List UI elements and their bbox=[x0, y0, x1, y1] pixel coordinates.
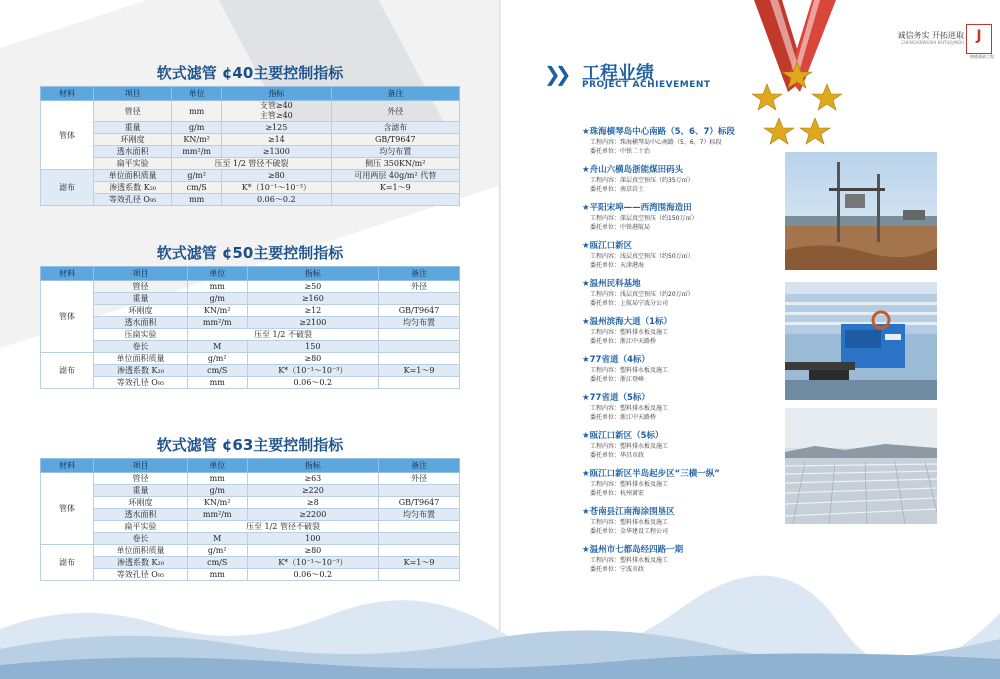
table-cell: g/m² bbox=[187, 545, 247, 557]
table-row bbox=[41, 497, 460, 509]
table-cell: 压至 1/2 管径不破裂 bbox=[187, 521, 378, 533]
table-header-cell: 材料 bbox=[41, 267, 94, 281]
table-cell: 渗透系数 K₂₀ bbox=[94, 557, 188, 569]
table-cell bbox=[379, 377, 460, 389]
table-cell: KN/m² bbox=[172, 134, 222, 146]
table-cell: 透水面积 bbox=[94, 509, 188, 521]
material-group-cell: 滤布 bbox=[41, 170, 94, 206]
table-cell: g/m² bbox=[187, 353, 247, 365]
table-cell: ≥2100 bbox=[247, 317, 378, 329]
table-row bbox=[41, 305, 460, 317]
table-title-40: 软式滤管 ¢40主要控制指标 bbox=[156, 64, 344, 82]
project-client: 委托单位：南京岩土 bbox=[590, 185, 645, 193]
project-name: ★瓯江口新区半岛起步区“三横一纵” bbox=[582, 469, 720, 479]
table-row bbox=[41, 182, 460, 194]
project-client: 委托单位：中铁二十治 bbox=[590, 147, 651, 155]
project-client: 委托单位：中铁港航局 bbox=[590, 223, 651, 231]
table-header-cell: 备注 bbox=[331, 87, 459, 101]
project-content: 工程内容：塑料排水板及施工 bbox=[590, 329, 669, 336]
spec-table-40 bbox=[40, 86, 460, 206]
project-item bbox=[582, 126, 782, 156]
project-client: 委托单位：宁波市政 bbox=[590, 565, 645, 573]
table-cell: ≥50 bbox=[247, 281, 378, 293]
table-row bbox=[41, 365, 460, 377]
project-item bbox=[582, 316, 782, 346]
table-header-cell: 备注 bbox=[379, 459, 460, 473]
table-header-cell: 材料 bbox=[41, 459, 94, 473]
table-cell: GB/T9647 bbox=[379, 305, 460, 317]
table-cell: mm bbox=[187, 569, 247, 581]
table-cell: 压至 1/2 不破裂 bbox=[187, 329, 378, 341]
table-cell: 环刚度 bbox=[94, 497, 188, 509]
table-cell: ≥125 bbox=[222, 122, 332, 134]
table-cell bbox=[379, 293, 460, 305]
table-row bbox=[41, 545, 460, 557]
project-name: ★瓯江口新区 bbox=[582, 241, 633, 251]
table-cell bbox=[379, 485, 460, 497]
table-cell: ≥220 bbox=[247, 485, 378, 497]
project-content: 工程内容：珠海横琴岛中心南路（5、6、7）标段 bbox=[590, 139, 722, 146]
table-cell: 压至 1/2 管径不破裂 bbox=[172, 158, 331, 170]
table-cell: 透水面积 bbox=[94, 317, 188, 329]
project-name: ★苍南县江南海涂围垦区 bbox=[582, 507, 675, 517]
table-cell: cm/S bbox=[187, 557, 247, 569]
project-content: 工程内容：浅层真空预压（约20万㎡） bbox=[590, 291, 694, 298]
table-cell: 管径 bbox=[94, 281, 188, 293]
project-item bbox=[582, 240, 782, 270]
table-cell: ≥8 bbox=[247, 497, 378, 509]
table-cell: 100 bbox=[247, 533, 378, 545]
table-cell: 透水面积 bbox=[94, 146, 172, 158]
table-cell: mm bbox=[187, 473, 247, 485]
table-cell: K=1～9 bbox=[379, 557, 460, 569]
table-cell: 单位面积质量 bbox=[94, 170, 172, 182]
project-name: ★温州滨海大道（1标） bbox=[582, 317, 673, 327]
project-client: 委托单位：浙江登峰 bbox=[590, 375, 645, 383]
brand-subtitle: CHENGXINWUSHI KAITUOJINQU bbox=[901, 40, 964, 45]
project-name: ★温州市七都岛经四路一期 bbox=[582, 545, 684, 555]
project-content: 工程内容：浅层真空预压（约50万㎡） bbox=[590, 253, 694, 260]
table-cell: ≥14 bbox=[222, 134, 332, 146]
table-row bbox=[41, 281, 460, 293]
table-row bbox=[41, 353, 460, 365]
table-cell: 重量 bbox=[94, 485, 188, 497]
table-row bbox=[41, 101, 460, 122]
table-cell: 扁平实验 bbox=[94, 158, 172, 170]
table-cell: 卷长 bbox=[94, 341, 188, 353]
project-client: 委托单位：天津港海 bbox=[590, 261, 645, 269]
table-cell: mm bbox=[187, 377, 247, 389]
table-cell: mm bbox=[172, 101, 222, 122]
table-header-cell: 项目 bbox=[94, 459, 188, 473]
table-cell: 单位面积质量 bbox=[94, 545, 188, 557]
table-cell: ≥63 bbox=[247, 473, 378, 485]
table-cell bbox=[379, 329, 460, 341]
table-header-cell: 项目 bbox=[94, 87, 172, 101]
logo-caption: 锦德基础工程 bbox=[970, 54, 994, 59]
table-cell: cm/S bbox=[172, 182, 222, 194]
table-cell: 管径 bbox=[94, 473, 188, 485]
table-header-cell: 单位 bbox=[172, 87, 222, 101]
project-content: 工程内容：深层真空预压（约150万㎡） bbox=[590, 215, 698, 222]
project-client: 委托单位：金华建设工程公司 bbox=[590, 527, 669, 535]
table-cell: mm²/m bbox=[172, 146, 222, 158]
project-content: 工程内容：塑料排水板及施工 bbox=[590, 557, 669, 564]
table-row bbox=[41, 293, 460, 305]
table-cell: K*（10⁻¹～10⁻³） bbox=[247, 365, 378, 377]
table-cell: g/m bbox=[187, 293, 247, 305]
photo-pump-machine bbox=[785, 282, 937, 400]
project-name: ★温州民科基地 bbox=[582, 279, 641, 289]
table-cell: 卷长 bbox=[94, 533, 188, 545]
table-row bbox=[41, 377, 460, 389]
table-cell: KN/m² bbox=[187, 497, 247, 509]
table-cell: 侧压 350KN/m² bbox=[331, 158, 459, 170]
table-header-cell: 材料 bbox=[41, 87, 94, 101]
project-name: ★77省道（4标） bbox=[582, 355, 650, 365]
table-cell: 0.06～0.2 bbox=[222, 194, 332, 206]
photo-drainage-field bbox=[785, 408, 937, 524]
table-cell: GB/T9647 bbox=[331, 134, 459, 146]
table-cell: ≥160 bbox=[247, 293, 378, 305]
table-cell: ≥2200 bbox=[247, 509, 378, 521]
table-cell: 渗透系数 K₂₀ bbox=[94, 365, 188, 377]
table-row bbox=[41, 473, 460, 485]
table-cell: cm/S bbox=[187, 365, 247, 377]
table-cell: 重量 bbox=[94, 293, 188, 305]
company-logo: J bbox=[966, 24, 992, 54]
table-cell: 150 bbox=[247, 341, 378, 353]
project-client: 委托单位：浙江中天路桥 bbox=[590, 337, 657, 345]
table-cell: ≥12 bbox=[247, 305, 378, 317]
project-item bbox=[582, 392, 782, 422]
brand-slogan: 诚信务实 开拓进取 bbox=[897, 31, 964, 40]
table-cell: 0.06～0.2 bbox=[247, 377, 378, 389]
table-row bbox=[41, 509, 460, 521]
table-cell: 等效孔径 O₉₅ bbox=[94, 194, 172, 206]
project-name: ★瓯江口新区（5标） bbox=[582, 431, 664, 441]
spec-table-50 bbox=[40, 266, 460, 389]
table-cell: ≥1300 bbox=[222, 146, 332, 158]
table-row bbox=[41, 122, 460, 134]
table-cell: mm²/m bbox=[187, 509, 247, 521]
table-title-50: 软式滤管 ¢50主要控制指标 bbox=[156, 244, 344, 262]
table-row bbox=[41, 485, 460, 497]
material-group-cell: 滤布 bbox=[41, 545, 94, 581]
project-name: ★77省道（5标） bbox=[582, 393, 650, 403]
project-content: 工程内容：塑料排水板及施工 bbox=[590, 481, 669, 488]
table-cell: 外径 bbox=[379, 281, 460, 293]
table-cell: 扁平实验 bbox=[94, 521, 188, 533]
material-group-cell: 管体 bbox=[41, 101, 94, 170]
project-content: 工程内容：塑料排水板及施工 bbox=[590, 405, 669, 412]
table-cell bbox=[379, 353, 460, 365]
table-row bbox=[41, 341, 460, 353]
table-row bbox=[41, 533, 460, 545]
table-cell: 环刚度 bbox=[94, 305, 188, 317]
table-cell: g/m bbox=[187, 485, 247, 497]
project-client: 委托单位：杭州萧宏 bbox=[590, 489, 645, 497]
table-cell: 等效孔径 O₉₅ bbox=[94, 377, 188, 389]
table-cell: K=1～9 bbox=[331, 182, 459, 194]
project-content: 工程内容：塑料排水板及施工 bbox=[590, 519, 669, 526]
project-list bbox=[582, 126, 782, 582]
table-cell: 等效孔径 O₉₅ bbox=[94, 569, 188, 581]
table-cell: GB/T9647 bbox=[379, 497, 460, 509]
table-cell: K=1～9 bbox=[379, 365, 460, 377]
project-name: ★舟山六横岛浙能煤田码头 bbox=[582, 165, 684, 175]
table-cell bbox=[379, 533, 460, 545]
table-cell bbox=[379, 341, 460, 353]
project-client: 委托单位：上航局宁波分公司 bbox=[590, 299, 669, 307]
table-cell bbox=[331, 194, 459, 206]
table-cell: 压扁实验 bbox=[94, 329, 188, 341]
table-cell: 含滤布 bbox=[331, 122, 459, 134]
table-cell: K*（10⁻¹～10⁻³） bbox=[222, 182, 332, 194]
table-cell: 环刚度 bbox=[94, 134, 172, 146]
table-cell: 0.06～0.2 bbox=[247, 569, 378, 581]
table-cell: 支管≥40 主管≥40 bbox=[222, 101, 332, 122]
project-item bbox=[582, 506, 782, 536]
table-header-cell: 指标 bbox=[247, 267, 378, 281]
project-content: 工程内容：塑料排水板及施工 bbox=[590, 367, 669, 374]
table-cell: ≥80 bbox=[222, 170, 332, 182]
table-row bbox=[41, 329, 460, 341]
project-item bbox=[582, 354, 782, 384]
table-cell: 可用两层 40g/m² 代替 bbox=[331, 170, 459, 182]
project-item bbox=[582, 468, 782, 498]
table-cell: 单位面积质量 bbox=[94, 353, 188, 365]
project-item bbox=[582, 430, 782, 460]
table-cell: ≥80 bbox=[247, 545, 378, 557]
table-cell: 重量 bbox=[94, 122, 172, 134]
table-row bbox=[41, 170, 460, 182]
table-row bbox=[41, 194, 460, 206]
material-group-cell: 滤布 bbox=[41, 353, 94, 389]
section-title-achievement: 工程业绩 bbox=[582, 63, 654, 84]
table-cell: K*（10⁻¹～10⁻³） bbox=[247, 557, 378, 569]
table-row bbox=[41, 134, 460, 146]
table-header-cell: 单位 bbox=[187, 267, 247, 281]
table-row bbox=[41, 317, 460, 329]
table-cell: mm²/m bbox=[187, 317, 247, 329]
material-group-cell: 管体 bbox=[41, 473, 94, 545]
table-cell: 渗透系数 K₂₀ bbox=[94, 182, 172, 194]
section-subtitle-achievement: PROJECT ACHIEVEMENT bbox=[582, 80, 711, 90]
table-cell: mm bbox=[172, 194, 222, 206]
table-cell: KN/m² bbox=[187, 305, 247, 317]
table-header-cell: 项目 bbox=[94, 267, 188, 281]
photo-construction-site bbox=[785, 152, 937, 270]
project-item bbox=[582, 164, 782, 194]
table-cell bbox=[379, 545, 460, 557]
table-header-cell: 备注 bbox=[379, 267, 460, 281]
table-cell: g/m² bbox=[172, 170, 222, 182]
project-client: 委托单位：华昌市政 bbox=[590, 451, 645, 459]
table-cell: g/m bbox=[172, 122, 222, 134]
project-name: ★平阳宋埠——西湾围海造田 bbox=[582, 203, 692, 213]
table-cell: M bbox=[187, 533, 247, 545]
project-content: 工程内容：深层真空预压（约35万㎡） bbox=[590, 177, 694, 184]
table-header-cell: 单位 bbox=[187, 459, 247, 473]
table-cell: 均匀布置 bbox=[379, 509, 460, 521]
table-cell: 外径 bbox=[331, 101, 459, 122]
project-content: 工程内容：塑料排水板及施工 bbox=[590, 443, 669, 450]
table-cell: 外径 bbox=[379, 473, 460, 485]
table-row bbox=[41, 521, 460, 533]
table-header-cell: 指标 bbox=[222, 87, 332, 101]
table-row bbox=[41, 158, 460, 170]
table-cell: M bbox=[187, 341, 247, 353]
double-chevron-icon: ❯❯ bbox=[544, 62, 566, 86]
project-name: ★珠海横琴岛中心南路（5、6、7）标段 bbox=[582, 127, 735, 137]
table-title-63: 软式滤管 ¢63主要控制指标 bbox=[156, 436, 344, 454]
table-header-cell: 指标 bbox=[247, 459, 378, 473]
table-cell: 均匀布置 bbox=[331, 146, 459, 158]
table-cell: 管径 bbox=[94, 101, 172, 122]
project-item bbox=[582, 278, 782, 308]
table-row bbox=[41, 146, 460, 158]
project-client: 委托单位：浙江中天路桥 bbox=[590, 413, 657, 421]
table-cell bbox=[379, 521, 460, 533]
material-group-cell: 管体 bbox=[41, 281, 94, 353]
mountain-watercolor-footer bbox=[0, 559, 1000, 679]
table-cell: 均匀布置 bbox=[379, 317, 460, 329]
project-item bbox=[582, 202, 782, 232]
table-cell: mm bbox=[187, 281, 247, 293]
table-cell: ≥80 bbox=[247, 353, 378, 365]
